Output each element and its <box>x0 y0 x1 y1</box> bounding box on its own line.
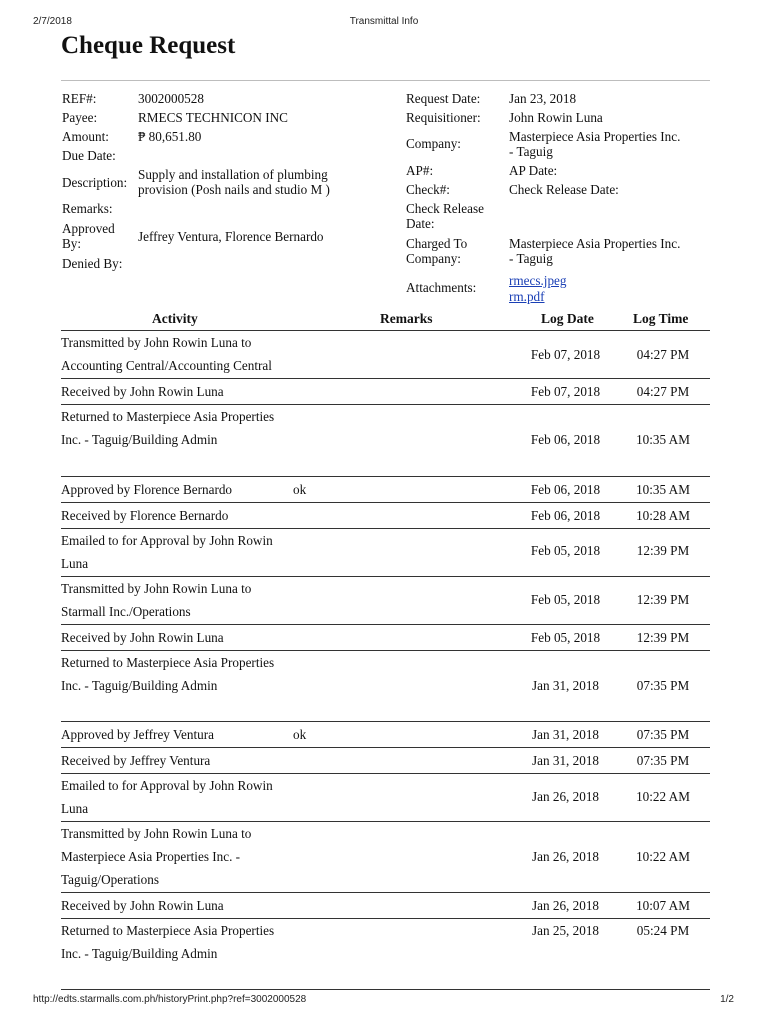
print-date: 2/7/2018 <box>33 16 72 27</box>
activity-cell: Received by John Rowin Luna <box>61 898 224 913</box>
company-value: Masterpiece Asia Properties Inc. - Taguig <box>509 129 681 159</box>
log-time-cell: 05:24 PM <box>636 923 690 938</box>
table-row <box>61 405 710 477</box>
activity-cell: Returned to Masterpiece Asia Properties Inc. - Taguig/Building Admin <box>61 923 275 961</box>
activity-cell: Transmitted by John Rowin Luna to Starmall Inc./Operations <box>61 581 252 619</box>
activity-cell: Received by John Rowin Luna <box>61 384 224 399</box>
activity-cell: Returned to Masterpiece Asia Properties Inc. - Taguig/Building Admin <box>61 409 275 447</box>
col-header-activity: Activity <box>152 311 198 326</box>
table-row <box>61 625 710 651</box>
attachment-link-2[interactable]: rm.pdf <box>509 289 545 304</box>
log-date-cell: Feb 07, 2018 <box>530 384 601 399</box>
log-time-cell: 07:35 PM <box>636 753 690 768</box>
print-header-title: Transmittal Info <box>349 16 419 27</box>
col-header-log-date: Log Date <box>541 311 594 326</box>
table-row <box>61 919 710 990</box>
log-time-cell: 04:27 PM <box>636 347 690 362</box>
attachments-label: Attachments: <box>406 280 477 295</box>
log-date-cell: Jan 31, 2018 <box>531 727 600 742</box>
check-release-date-label: Check Release Date: <box>509 182 619 197</box>
table-row <box>61 331 710 379</box>
charged-to-value: Masterpiece Asia Properties Inc. - Taguig <box>509 236 681 266</box>
log-date-cell: Feb 05, 2018 <box>530 592 601 607</box>
amount-label: Amount: <box>62 129 109 144</box>
table-row <box>61 893 710 919</box>
remarks-cell: ok <box>293 482 307 497</box>
activity-cell: Transmitted by John Rowin Luna to Accounting Central/Accounting Central <box>61 335 272 373</box>
remarks-cell: ok <box>293 727 307 742</box>
amount-value: ₱ 80,651.80 <box>138 129 202 144</box>
log-date-cell: Feb 06, 2018 <box>530 482 601 497</box>
activity-cell: Received by Florence Bernardo <box>61 508 229 523</box>
activity-cell: Received by Jeffrey Ventura <box>61 753 211 768</box>
log-date-cell: Jan 31, 2018 <box>531 753 600 768</box>
log-time-cell: 12:39 PM <box>636 543 690 558</box>
log-date-cell: Jan 31, 2018 <box>531 678 600 693</box>
activity-cell: Emailed to for Approval by John Rowin Luna <box>61 533 273 571</box>
log-time-cell: 07:35 PM <box>636 678 690 693</box>
table-row <box>61 577 710 625</box>
activity-cell: Transmitted by John Rowin Luna to Masterpiece Asia Properties Inc. - Taguig/Operations <box>61 826 252 887</box>
payee-label: Payee: <box>62 110 98 125</box>
due-date-label: Due Date: <box>62 148 116 163</box>
table-row <box>61 722 710 748</box>
log-time-cell: 10:22 AM <box>636 789 690 804</box>
print-footer-url: http://edts.starmalls.com.ph/historyPrint.php?ref=3002000528 <box>33 994 307 1005</box>
log-date-cell: Jan 26, 2018 <box>531 898 600 913</box>
description-value: Supply and installation of plumbing provision (Posh nails and studio M ) <box>138 167 330 197</box>
check-number-label: Check#: <box>406 182 450 197</box>
request-date-label: Request Date: <box>406 91 481 106</box>
col-header-remarks: Remarks <box>380 311 433 326</box>
requisitioner-value: John Rowin Luna <box>509 110 603 125</box>
request-date-value: Jan 23, 2018 <box>509 91 577 106</box>
table-row <box>61 503 710 529</box>
log-time-cell: 10:07 AM <box>636 898 690 913</box>
approved-by-label: Approved By: <box>62 221 115 251</box>
table-row <box>61 379 710 405</box>
ref-label: REF#: <box>62 91 97 106</box>
remarks-label: Remarks: <box>62 201 113 216</box>
log-date-cell: Feb 05, 2018 <box>530 630 601 645</box>
log-time-cell: 10:28 AM <box>636 508 690 523</box>
log-time-cell: 04:27 PM <box>636 384 690 399</box>
table-row <box>61 529 710 577</box>
table-row <box>61 477 710 503</box>
activity-cell: Returned to Masterpiece Asia Properties Inc. - Taguig/Building Admin <box>61 655 275 693</box>
log-time-cell: 10:35 AM <box>636 432 690 447</box>
activity-cell: Emailed to for Approval by John Rowin Luna <box>61 778 273 816</box>
ap-number-label: AP#: <box>406 163 434 178</box>
log-time-cell: 07:35 PM <box>636 727 690 742</box>
page-title: Cheque Request <box>61 32 236 59</box>
log-date-cell: Feb 06, 2018 <box>530 508 601 523</box>
log-date-cell: Jan 26, 2018 <box>531 789 600 804</box>
log-time-cell: 10:22 AM <box>636 849 690 864</box>
log-time-cell: 10:35 AM <box>636 482 690 497</box>
log-date-cell: Feb 06, 2018 <box>530 432 601 447</box>
table-row <box>61 822 710 893</box>
title-divider <box>61 80 710 81</box>
payee-value: RMECS TECHNICON INC <box>138 110 288 125</box>
log-time-cell: 12:39 PM <box>636 592 690 607</box>
charged-to-label: Charged To Company: <box>406 236 468 266</box>
activity-cell: Approved by Jeffrey Ventura <box>61 727 214 742</box>
description-label: Description: <box>62 175 128 190</box>
activity-cell: Received by John Rowin Luna <box>61 630 224 645</box>
page-number: 1/2 <box>720 994 734 1005</box>
log-date-cell: Feb 05, 2018 <box>530 543 601 558</box>
table-row <box>61 774 710 822</box>
table-row <box>61 748 710 774</box>
check-release-date-label-2: Check Release Date: <box>406 201 484 231</box>
ref-value: 3002000528 <box>138 91 204 106</box>
attachment-link-1[interactable]: rmecs.jpeg <box>509 273 567 288</box>
requisitioner-label: Requisitioner: <box>406 110 481 125</box>
table-row <box>61 651 710 722</box>
log-time-cell: 12:39 PM <box>636 630 690 645</box>
ap-date-label: AP Date: <box>509 163 558 178</box>
activity-cell: Approved by Florence Bernardo <box>61 482 233 497</box>
approved-by-value: Jeffrey Ventura, Florence Bernardo <box>138 229 324 244</box>
denied-by-label: Denied By: <box>62 256 123 271</box>
log-date-cell: Jan 25, 2018 <box>531 923 600 938</box>
log-date-cell: Jan 26, 2018 <box>531 849 600 864</box>
log-date-cell: Feb 07, 2018 <box>530 347 601 362</box>
company-label: Company: <box>406 136 461 151</box>
col-header-log-time: Log Time <box>633 311 689 326</box>
